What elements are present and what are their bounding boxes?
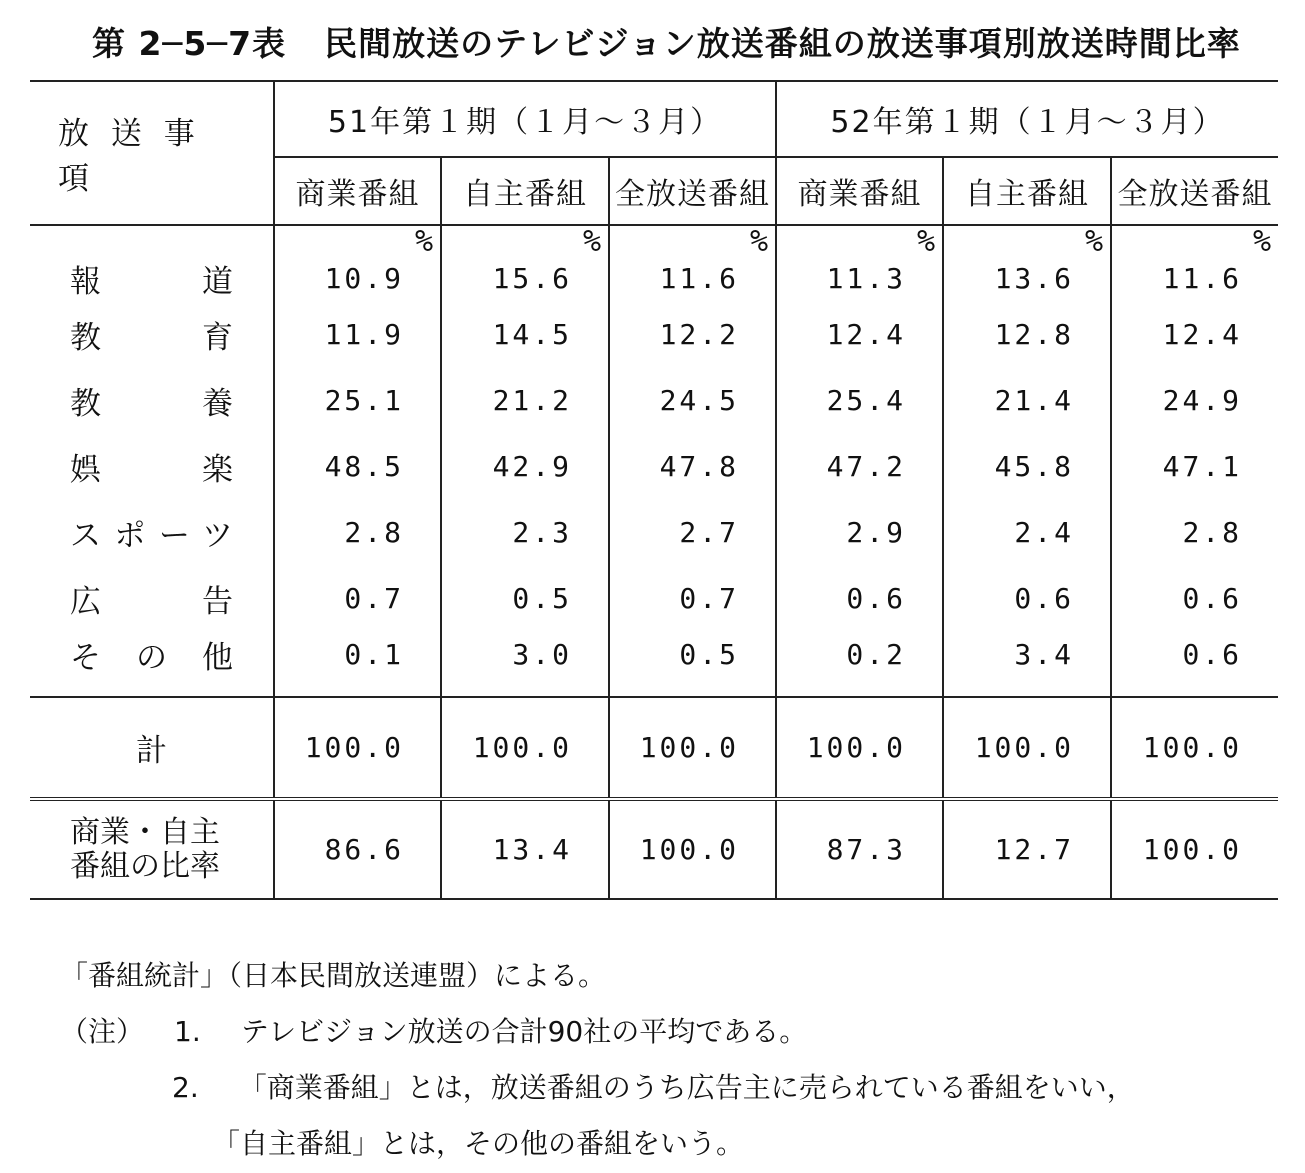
table-cell: 2.3 bbox=[441, 499, 609, 565]
table-title-text: 民間放送のテレビジョン放送番組の放送事項別放送時間比率 bbox=[324, 24, 1241, 63]
row-item: スポーツ bbox=[70, 517, 233, 554]
table-cell: % 11.6 bbox=[609, 225, 776, 301]
table-cell: 25.4 bbox=[776, 367, 943, 433]
header-period-52: 52年第１期（１月～３月） bbox=[776, 81, 1278, 157]
note-2: 2. 「商業番組」とは，放送番組のうち広告主に売られている番組をいい， bbox=[172, 1071, 1135, 1104]
percent-unit: % bbox=[749, 224, 771, 259]
broadcast-ratio-table bbox=[30, 80, 1278, 900]
row-item: 広告 bbox=[70, 583, 233, 620]
table-cell: 45.8 bbox=[943, 433, 1111, 499]
table-cell: % 10.9 bbox=[274, 225, 441, 301]
table-cell: 3.0 bbox=[441, 631, 609, 697]
ratio-row bbox=[30, 799, 1278, 899]
total-label: 計 bbox=[30, 697, 274, 797]
header-item-column: 放 送 事 項 bbox=[30, 81, 274, 225]
percent-unit: % bbox=[414, 224, 436, 259]
table-cell: 100.0 bbox=[609, 799, 776, 899]
table-cell: % 11.6 bbox=[1111, 225, 1278, 301]
subcol-51-commercial: 商業番組 bbox=[274, 157, 441, 225]
table-cell: 0.2 bbox=[776, 631, 943, 697]
table-cell: 0.5 bbox=[441, 565, 609, 631]
row-item: 教養 bbox=[70, 385, 233, 422]
table-cell: 11.9 bbox=[274, 301, 441, 367]
table-cell: 0.5 bbox=[609, 631, 776, 697]
table-notes bbox=[60, 948, 1135, 1172]
table-row bbox=[30, 631, 1278, 697]
table-cell: 3.4 bbox=[943, 631, 1111, 697]
table-cell: 100.0 bbox=[609, 697, 776, 797]
table-cell: % 13.6 bbox=[943, 225, 1111, 301]
table-cell: 0.6 bbox=[1111, 631, 1278, 697]
subcol-52-commercial: 商業番組 bbox=[776, 157, 943, 225]
table-cell: 47.8 bbox=[609, 433, 776, 499]
table-cell: 25.1 bbox=[274, 367, 441, 433]
row-item: その他 bbox=[70, 640, 233, 676]
table-row bbox=[30, 301, 1278, 367]
table-cell: 0.7 bbox=[274, 565, 441, 631]
table-cell: % 15.6 bbox=[441, 225, 609, 301]
table-cell: 21.2 bbox=[441, 367, 609, 433]
table-title bbox=[92, 18, 1241, 65]
table-cell: 12.2 bbox=[609, 301, 776, 367]
table-cell: 2.4 bbox=[943, 499, 1111, 565]
row-item: 娯楽 bbox=[70, 451, 233, 488]
percent-unit: % bbox=[916, 224, 938, 259]
table-cell: 12.7 bbox=[943, 799, 1111, 899]
table-cell: 100.0 bbox=[776, 697, 943, 797]
note-2-continued: 「自主番組」とは，その他の番組をいう。 bbox=[212, 1127, 745, 1160]
table-row bbox=[30, 225, 1278, 301]
table-cell: 21.4 bbox=[943, 367, 1111, 433]
note-label: （注） bbox=[60, 1015, 145, 1048]
table-cell: 0.6 bbox=[943, 565, 1111, 631]
header-row-periods bbox=[30, 81, 1278, 157]
table-row bbox=[30, 433, 1278, 499]
table-cell: 47.1 bbox=[1111, 433, 1278, 499]
table-cell: 14.5 bbox=[441, 301, 609, 367]
table-cell: 2.8 bbox=[1111, 499, 1278, 565]
percent-unit: % bbox=[1252, 224, 1275, 259]
table-cell: 0.6 bbox=[776, 565, 943, 631]
subcol-51-independent: 自主番組 bbox=[441, 157, 609, 225]
table-cell: 24.5 bbox=[609, 367, 776, 433]
percent-unit: % bbox=[582, 224, 604, 259]
table-cell: 12.4 bbox=[776, 301, 943, 367]
table-cell: 42.9 bbox=[441, 433, 609, 499]
table-cell: 48.5 bbox=[274, 433, 441, 499]
table-cell: 0.1 bbox=[274, 631, 441, 697]
table-cell: 12.8 bbox=[943, 301, 1111, 367]
table-cell: 100.0 bbox=[274, 697, 441, 797]
table-row bbox=[30, 499, 1278, 565]
table-cell: 100.0 bbox=[441, 697, 609, 797]
table-cell: 13.4 bbox=[441, 799, 609, 899]
table-cell: 100.0 bbox=[1111, 697, 1278, 797]
row-item: 教育 bbox=[70, 319, 233, 356]
row-item: 報道 bbox=[30, 225, 274, 301]
table-cell: 100.0 bbox=[1111, 799, 1278, 899]
table-cell: 2.8 bbox=[274, 499, 441, 565]
table-cell: 0.7 bbox=[609, 565, 776, 631]
note-1: （注） 1. テレビジョン放送の合計90社の平均である。 bbox=[60, 1015, 808, 1048]
header-period-51: 51年第１期（１月～３月） bbox=[274, 81, 776, 157]
subcol-52-all: 全放送番組 bbox=[1111, 157, 1278, 225]
table-cell: 12.4 bbox=[1111, 301, 1278, 367]
percent-unit: % bbox=[1084, 224, 1106, 259]
source-note: 「番組統計」（日本民間放送連盟）による。 bbox=[60, 959, 607, 992]
table-cell: % 11.3 bbox=[776, 225, 943, 301]
table-row bbox=[30, 367, 1278, 433]
table-cell: 86.6 bbox=[274, 799, 441, 899]
subcol-52-independent: 自主番組 bbox=[943, 157, 1111, 225]
table-cell: 0.6 bbox=[1111, 565, 1278, 631]
subcol-51-all: 全放送番組 bbox=[609, 157, 776, 225]
total-row bbox=[30, 697, 1278, 797]
table-cell: 100.0 bbox=[943, 697, 1111, 797]
table-cell: 47.2 bbox=[776, 433, 943, 499]
table-cell: 24.9 bbox=[1111, 367, 1278, 433]
table-number: 第 2─5─7表 bbox=[92, 24, 287, 63]
table-row bbox=[30, 565, 1278, 631]
ratio-label: 商業・自主 番組の比率 bbox=[30, 799, 274, 899]
table-cell: 2.7 bbox=[609, 499, 776, 565]
table-cell: 2.9 bbox=[776, 499, 943, 565]
table-cell: 87.3 bbox=[776, 799, 943, 899]
